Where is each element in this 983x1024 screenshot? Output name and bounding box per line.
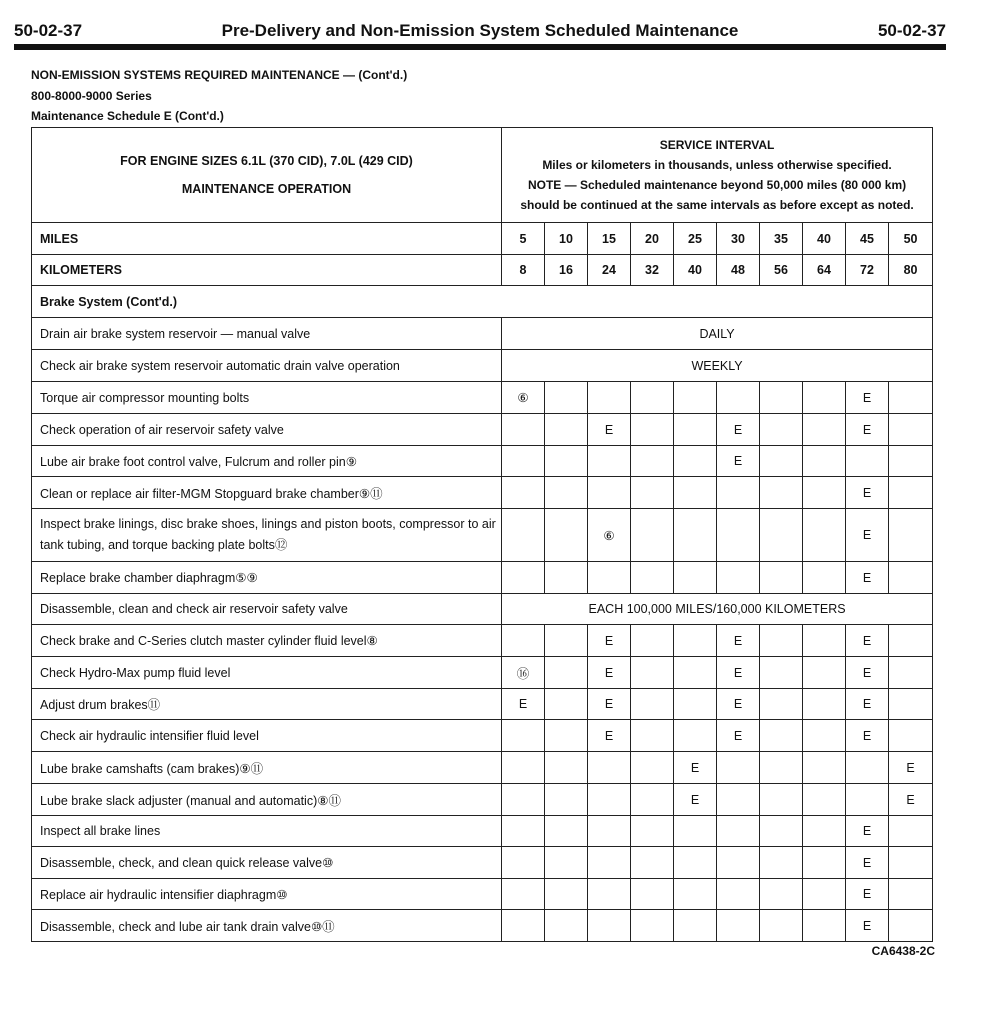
interval-cell: E xyxy=(588,720,631,752)
interval-cell xyxy=(674,446,717,477)
header-rule xyxy=(14,44,946,50)
maintenance-operation-cell: Inspect all brake lines xyxy=(32,816,502,847)
interval-cell: E xyxy=(717,625,760,657)
interval-cell xyxy=(803,414,846,446)
interval-cell: E xyxy=(846,657,889,689)
interval-cell xyxy=(760,720,803,752)
table-row xyxy=(32,562,933,594)
kilometers-value-cell: 64 xyxy=(803,255,846,286)
interval-cell xyxy=(631,720,674,752)
interval-cell xyxy=(631,847,674,879)
maintenance-operation-cell: Check air hydraulic intensifier fluid level xyxy=(32,720,502,752)
table-row xyxy=(32,879,933,910)
table-row xyxy=(32,752,933,784)
kilometers-value-cell: 16 xyxy=(545,255,588,286)
miles-value-cell: 40 xyxy=(803,223,846,255)
table-row xyxy=(32,910,933,942)
maintenance-operation-cell: Adjust drum brakes⑪ xyxy=(32,689,502,720)
interval-cell xyxy=(674,382,717,414)
interval-cell xyxy=(760,477,803,509)
interval-cell xyxy=(803,446,846,477)
interval-cell xyxy=(674,562,717,594)
section-title: Brake System (Cont'd.) xyxy=(32,286,933,318)
interval-cell xyxy=(631,477,674,509)
maintenance-operation-cell: Check air brake system reservoir automatic drain valve operation xyxy=(32,350,502,382)
maintenance-operation-cell: Disassemble, check and lube air tank drain valve⑩⑪ xyxy=(32,910,502,942)
interval-cell xyxy=(545,477,588,509)
interval-cell xyxy=(717,509,760,562)
interval-cell xyxy=(889,720,933,752)
interval-cell: ⑯ xyxy=(502,657,545,689)
interval-cell xyxy=(588,562,631,594)
page-number-left: 50-02-37 xyxy=(14,21,83,40)
interval-cell xyxy=(674,720,717,752)
operation-header-cell xyxy=(32,128,502,223)
kilometers-value-cell: 80 xyxy=(889,255,933,286)
interval-cell xyxy=(631,657,674,689)
interval-cell: E xyxy=(889,784,933,816)
interval-cell xyxy=(889,657,933,689)
interval-cell xyxy=(760,689,803,720)
service-interval-title: SERVICE INTERVAL xyxy=(659,138,775,152)
interval-cell xyxy=(502,446,545,477)
table-row xyxy=(32,689,933,720)
interval-cell xyxy=(803,657,846,689)
interval-cell xyxy=(889,847,933,879)
maintenance-operation-cell: Drain air brake system reservoir — manual valve xyxy=(32,318,502,350)
interval-cell xyxy=(545,784,588,816)
interval-cell xyxy=(846,446,889,477)
interval-cell xyxy=(588,382,631,414)
maintenance-operation-cell: Check Hydro-Max pump fluid level xyxy=(32,657,502,689)
interval-cell xyxy=(545,879,588,910)
interval-cell: E xyxy=(588,414,631,446)
maintenance-operation-cell: Replace air hydraulic intensifier diaphragm⑩ xyxy=(32,879,502,910)
maintenance-operation-cell: Clean or replace air filter-MGM Stopguard brake chamber⑨⑪ xyxy=(32,477,502,509)
kilometers-value-cell: 40 xyxy=(674,255,717,286)
interval-cell xyxy=(502,414,545,446)
table-row xyxy=(32,477,933,509)
section-row xyxy=(32,286,933,318)
interval-cell xyxy=(502,752,545,784)
interval-cell xyxy=(545,382,588,414)
table-row xyxy=(32,657,933,689)
interval-cell xyxy=(717,879,760,910)
interval-cell xyxy=(588,879,631,910)
interval-cell xyxy=(760,657,803,689)
interval-cell xyxy=(889,879,933,910)
interval-cell xyxy=(760,752,803,784)
kilometers-label: KILOMETERS xyxy=(32,255,502,286)
interval-cell xyxy=(631,509,674,562)
interval-cell xyxy=(803,910,846,942)
interval-cell xyxy=(674,689,717,720)
interval-cell: E xyxy=(846,816,889,847)
interval-cell xyxy=(803,816,846,847)
interval-cell xyxy=(889,509,933,562)
interval-cell xyxy=(760,879,803,910)
interval-cell xyxy=(803,625,846,657)
interval-span-cell: WEEKLY xyxy=(502,350,933,382)
interval-cell xyxy=(588,910,631,942)
service-interval-cell xyxy=(502,128,933,223)
miles-value-cell: 5 xyxy=(502,223,545,255)
interval-cell xyxy=(502,910,545,942)
page-title: Pre-Delivery and Non-Emission System Scheduled Maintenance xyxy=(221,21,739,40)
interval-cell xyxy=(803,562,846,594)
interval-cell xyxy=(674,816,717,847)
interval-cell: E xyxy=(674,784,717,816)
interval-cell xyxy=(674,477,717,509)
engine-sizes-label: FOR ENGINE SIZES 6.1L (370 CID), 7.0L (429 CID) xyxy=(120,154,413,168)
interval-cell xyxy=(631,752,674,784)
interval-cell xyxy=(502,720,545,752)
miles-value-cell: 35 xyxy=(760,223,803,255)
interval-cell xyxy=(588,446,631,477)
interval-cell xyxy=(631,816,674,847)
interval-cell: E xyxy=(717,414,760,446)
interval-cell xyxy=(803,689,846,720)
interval-cell: ⑥ xyxy=(502,382,545,414)
interval-cell xyxy=(502,509,545,562)
table-row xyxy=(32,318,933,350)
interval-cell: E xyxy=(717,657,760,689)
interval-cell xyxy=(889,477,933,509)
interval-cell xyxy=(502,625,545,657)
table-row xyxy=(32,446,933,477)
interval-cell xyxy=(502,847,545,879)
maintenance-operation-cell: Inspect brake linings, disc brake shoes, linings and piston boots, compressor to air tank tubing, and torque backing plate bolts⑫ xyxy=(32,509,502,562)
interval-cell xyxy=(717,382,760,414)
interval-cell xyxy=(717,847,760,879)
table-row xyxy=(32,784,933,816)
interval-cell xyxy=(760,509,803,562)
interval-cell xyxy=(631,414,674,446)
maintenance-operation-cell: Replace brake chamber diaphragm⑤⑨ xyxy=(32,562,502,594)
page-number-right: 50-02-37 xyxy=(877,21,946,40)
interval-cell xyxy=(760,625,803,657)
interval-cell xyxy=(846,752,889,784)
kilometers-value-cell: 32 xyxy=(631,255,674,286)
interval-cell xyxy=(588,752,631,784)
interval-cell xyxy=(545,509,588,562)
interval-cell xyxy=(803,752,846,784)
interval-cell xyxy=(674,879,717,910)
interval-cell xyxy=(889,910,933,942)
interval-cell xyxy=(803,382,846,414)
interval-cell xyxy=(545,562,588,594)
maintenance-operation-cell: Check brake and C-Series clutch master cylinder fluid level⑧ xyxy=(32,625,502,657)
interval-cell xyxy=(803,720,846,752)
interval-cell: E xyxy=(588,625,631,657)
interval-cell xyxy=(545,414,588,446)
interval-cell xyxy=(545,816,588,847)
interval-cell: E xyxy=(717,446,760,477)
interval-cell xyxy=(545,720,588,752)
table-row xyxy=(32,720,933,752)
interval-cell xyxy=(545,752,588,784)
interval-cell: E xyxy=(846,414,889,446)
kilometers-value-cell: 72 xyxy=(846,255,889,286)
interval-cell xyxy=(760,784,803,816)
interval-cell xyxy=(631,382,674,414)
maintenance-operation-cell: Lube air brake foot control valve, Fulcrum and roller pin⑨ xyxy=(32,446,502,477)
interval-cell xyxy=(545,446,588,477)
interval-cell xyxy=(760,414,803,446)
interval-cell xyxy=(588,847,631,879)
interval-cell: E xyxy=(889,752,933,784)
interval-cell xyxy=(760,910,803,942)
miles-value-cell: 45 xyxy=(846,223,889,255)
interval-cell xyxy=(674,414,717,446)
interval-cell: E xyxy=(846,847,889,879)
interval-cell xyxy=(545,657,588,689)
interval-cell xyxy=(674,625,717,657)
page-header xyxy=(14,18,946,44)
interval-cell xyxy=(502,816,545,847)
interval-cell xyxy=(545,689,588,720)
interval-cell xyxy=(803,477,846,509)
service-interval-continuation-note: should be continued at the same intervals as before except as noted. xyxy=(520,198,914,212)
interval-cell xyxy=(631,879,674,910)
interval-cell xyxy=(588,816,631,847)
interval-cell xyxy=(502,784,545,816)
interval-cell xyxy=(502,562,545,594)
interval-cell xyxy=(545,910,588,942)
interval-cell xyxy=(631,446,674,477)
table-header-row xyxy=(32,128,933,223)
table-row xyxy=(32,382,933,414)
interval-cell: E xyxy=(502,689,545,720)
figure-id: CA6438-2C xyxy=(871,944,935,958)
service-interval-units-note: Miles or kilometers in thousands, unless otherwise specified. xyxy=(542,158,892,172)
interval-cell xyxy=(889,414,933,446)
miles-row xyxy=(32,223,933,255)
subheading-schedule: Maintenance Schedule E (Cont'd.) xyxy=(31,109,224,123)
interval-cell: E xyxy=(846,477,889,509)
interval-cell xyxy=(631,562,674,594)
interval-cell xyxy=(717,816,760,847)
interval-cell xyxy=(631,910,674,942)
interval-cell: E xyxy=(674,752,717,784)
interval-cell xyxy=(846,784,889,816)
interval-cell: E xyxy=(588,689,631,720)
interval-cell xyxy=(760,816,803,847)
miles-value-cell: 15 xyxy=(588,223,631,255)
interval-cell xyxy=(889,446,933,477)
interval-cell xyxy=(545,625,588,657)
table-row xyxy=(32,594,933,625)
interval-cell: E xyxy=(846,910,889,942)
interval-cell: E xyxy=(717,689,760,720)
interval-cell xyxy=(674,910,717,942)
maintenance-operation-cell: Check operation of air reservoir safety valve xyxy=(32,414,502,446)
interval-span-cell: DAILY xyxy=(502,318,933,350)
interval-cell: E xyxy=(846,879,889,910)
table-row xyxy=(32,509,933,562)
interval-cell xyxy=(803,879,846,910)
interval-cell xyxy=(631,689,674,720)
interval-cell xyxy=(803,509,846,562)
interval-cell xyxy=(502,477,545,509)
table-row xyxy=(32,625,933,657)
interval-cell xyxy=(889,625,933,657)
maintenance-operation-label: MAINTENANCE OPERATION xyxy=(181,182,352,196)
maintenance-operation-cell: Disassemble, clean and check air reservoir safety valve xyxy=(32,594,502,625)
kilometers-value-cell: 24 xyxy=(588,255,631,286)
table-row xyxy=(32,847,933,879)
interval-cell: E xyxy=(846,382,889,414)
interval-cell: ⑥ xyxy=(588,509,631,562)
kilometers-value-cell: 56 xyxy=(760,255,803,286)
table-row xyxy=(32,414,933,446)
miles-value-cell: 10 xyxy=(545,223,588,255)
maintenance-operation-cell: Lube brake camshafts (cam brakes)⑨⑪ xyxy=(32,752,502,784)
interval-cell xyxy=(545,847,588,879)
interval-cell xyxy=(889,562,933,594)
interval-cell xyxy=(889,382,933,414)
interval-cell xyxy=(717,752,760,784)
interval-cell xyxy=(760,446,803,477)
interval-cell xyxy=(674,657,717,689)
table-row xyxy=(32,816,933,847)
interval-cell xyxy=(674,509,717,562)
interval-cell xyxy=(631,625,674,657)
interval-cell xyxy=(889,816,933,847)
interval-cell xyxy=(760,382,803,414)
miles-value-cell: 25 xyxy=(674,223,717,255)
kilometers-value-cell: 48 xyxy=(717,255,760,286)
interval-cell xyxy=(760,562,803,594)
interval-cell xyxy=(502,879,545,910)
interval-span-cell: EACH 100,000 MILES/160,000 KILOMETERS xyxy=(502,594,933,625)
interval-cell: E xyxy=(846,509,889,562)
interval-cell xyxy=(631,784,674,816)
interval-cell xyxy=(803,784,846,816)
interval-cell xyxy=(674,847,717,879)
maintenance-operation-cell: Lube brake slack adjuster (manual and automatic)⑧⑪ xyxy=(32,784,502,816)
interval-cell xyxy=(760,847,803,879)
interval-cell xyxy=(717,562,760,594)
interval-cell: E xyxy=(846,689,889,720)
interval-cell: E xyxy=(846,625,889,657)
interval-cell: E xyxy=(717,720,760,752)
miles-value-cell: 20 xyxy=(631,223,674,255)
service-interval-note: NOTE — Scheduled maintenance beyond 50,000 miles (80 000 km) xyxy=(527,178,907,192)
table-row xyxy=(32,350,933,382)
maintenance-operation-cell: Torque air compressor mounting bolts xyxy=(32,382,502,414)
interval-cell: E xyxy=(588,657,631,689)
interval-cell: E xyxy=(846,562,889,594)
miles-value-cell: 50 xyxy=(889,223,933,255)
interval-cell xyxy=(803,847,846,879)
kilometers-value-cell: 8 xyxy=(502,255,545,286)
miles-label: MILES xyxy=(32,223,502,255)
interval-cell xyxy=(717,910,760,942)
interval-cell xyxy=(717,784,760,816)
kilometers-row xyxy=(32,255,933,286)
interval-cell xyxy=(717,477,760,509)
interval-cell: E xyxy=(846,720,889,752)
interval-cell xyxy=(889,689,933,720)
interval-cell xyxy=(588,477,631,509)
maintenance-schedule-table xyxy=(31,127,933,942)
miles-value-cell: 30 xyxy=(717,223,760,255)
subheading-systems: NON-EMISSION SYSTEMS REQUIRED MAINTENANCE — (Cont'd.) xyxy=(31,68,408,82)
maintenance-operation-cell: Disassemble, check, and clean quick release valve⑩ xyxy=(32,847,502,879)
interval-cell xyxy=(588,784,631,816)
subheading-series: 800-8000-9000 Series xyxy=(31,89,152,103)
